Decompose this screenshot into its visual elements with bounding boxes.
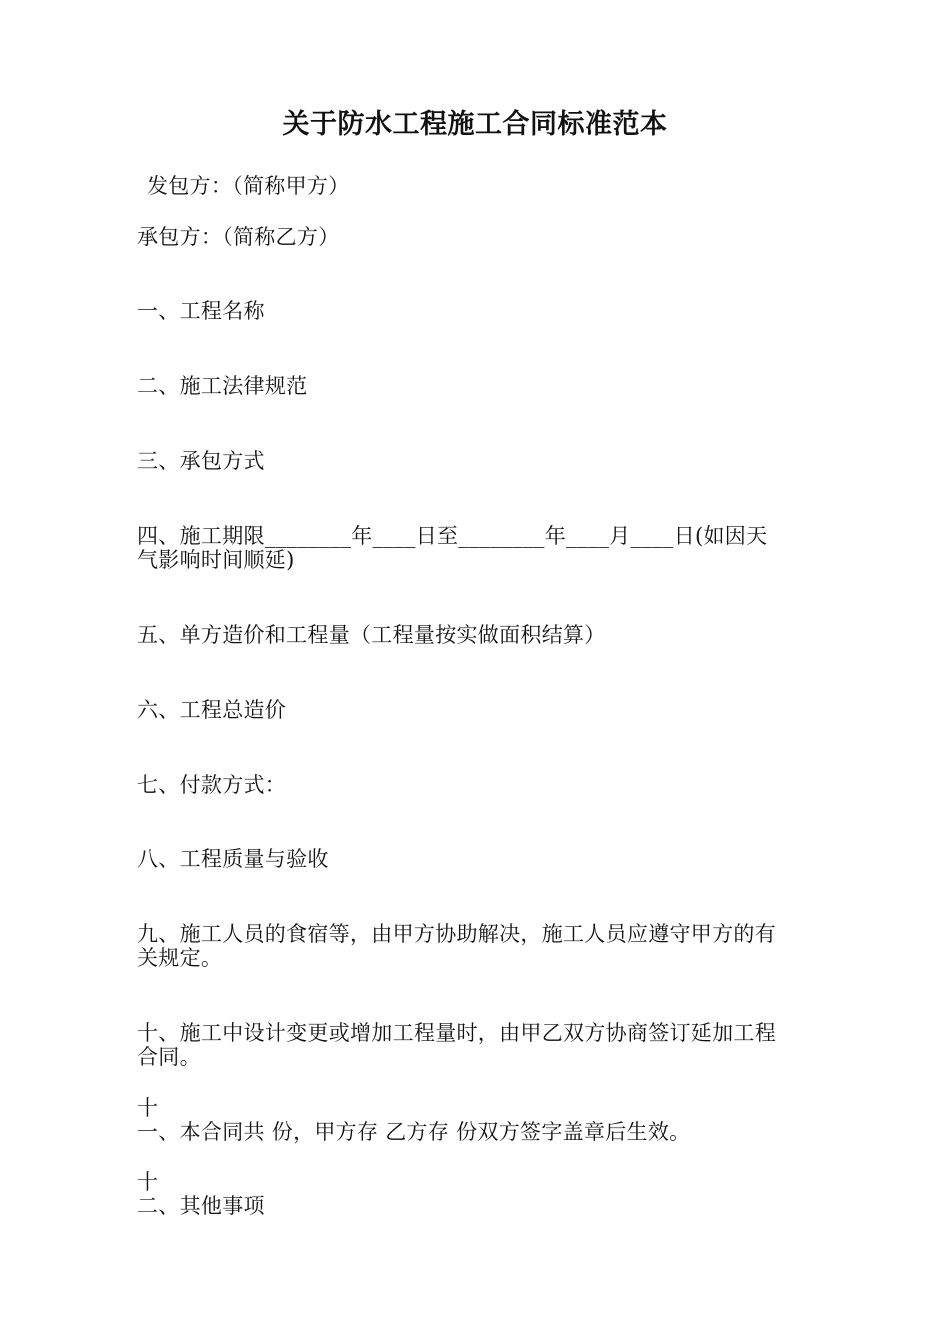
clause-9-line-2: 关规定。: [137, 946, 223, 970]
clause-2: 二、施工法律规范: [137, 374, 308, 398]
party-a-line: 发包方：（简称甲方）: [147, 174, 350, 198]
clause-6: 六、工程总造价: [137, 698, 287, 722]
clause-1: 一、工程名称: [137, 299, 265, 323]
clause-7: 七、付款方式：: [137, 773, 287, 797]
clause-11-line-2: 一、本合同共 份，甲方存 乙方存 份双方签字盖章后生效。: [137, 1120, 691, 1144]
document-title: 关于防水工程施工合同标准范本: [282, 109, 668, 140]
clause-10-line-1: 十、施工中设计变更或增加工程量时，由甲乙双方协商签订延加工程: [137, 1021, 776, 1045]
clause-9-line-1: 九、施工人员的食宿等，由甲方协助解决，施工人员应遵守甲方的有: [137, 922, 776, 946]
clause-12-line-2: 二、其他事项: [137, 1194, 265, 1218]
party-b-line: 承包方：（简称乙方）: [137, 225, 340, 249]
clause-8: 八、工程质量与验收: [137, 847, 329, 871]
clause-4-line-1: 四、施工期限________年____日至________年____月____日(如因天: [137, 524, 768, 548]
clause-5: 五、单方造价和工程量（工程量按实做面积结算）: [137, 623, 606, 647]
clause-4-line-2: 气影响时间顺延): [137, 548, 295, 572]
clause-3: 三、承包方式: [137, 449, 265, 473]
clause-10-line-2: 合同。: [137, 1045, 201, 1069]
clause-11-line-1: 十: [137, 1096, 159, 1120]
clause-12-line-1: 十: [137, 1170, 159, 1194]
